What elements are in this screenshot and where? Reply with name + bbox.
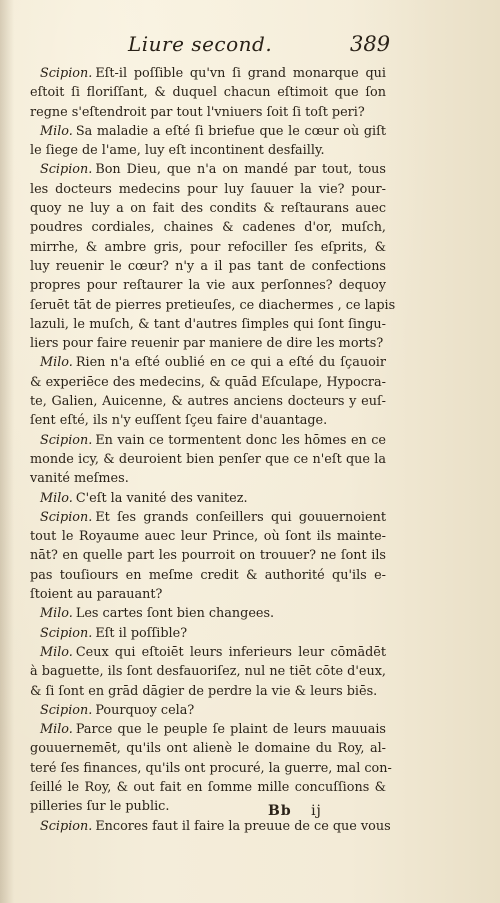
line-text: vanité meſmes. (30, 471, 129, 487)
text-line (30, 701, 386, 720)
signature-number: ij (311, 803, 322, 819)
text-line (30, 662, 386, 681)
speaker-name: Scipion. (40, 162, 93, 178)
line-text: liers pour faire reuenir par maniere de dire les morts? (30, 336, 384, 352)
text-line (30, 759, 392, 778)
line-text: mirrhe, & ambre gris, pour refociller ſes eſprits, & (30, 239, 386, 255)
text-line (30, 624, 386, 643)
line-text: gouuernemēt, qu'ils ont alienè le domaine du Roy, al- (30, 741, 386, 757)
line-text: luy reuenir le cœur? n'y a il pas tant de confections (30, 258, 386, 274)
text-line (30, 450, 386, 469)
text-line (30, 103, 386, 122)
speaker-name: Milo. (40, 644, 73, 660)
text-line (30, 83, 386, 102)
page-number: 389 (350, 32, 391, 56)
line-text: quoy ne luy a on fait des condits & reſtaurans auec (30, 201, 386, 217)
text-line (30, 778, 386, 797)
line-text: nāt? en quelle part les pourroit on trouuer? ne ſont ils (30, 548, 386, 564)
text-line (30, 739, 386, 758)
text-line (30, 411, 386, 430)
text-line (30, 257, 386, 276)
speaker-name: Scipion. (40, 66, 93, 81)
line-text: le ſiege de l'ame, luy eſt incontinent desfailly. (30, 143, 325, 159)
text-line (30, 199, 386, 218)
text-line (30, 797, 386, 816)
text-line (30, 720, 386, 739)
line-text: ſtoient au parauant? (30, 587, 163, 603)
line-text: Encores faut il faire la preuue de ce que vous (95, 818, 391, 834)
body-text (30, 64, 396, 836)
text-line (30, 643, 386, 662)
text-line (30, 64, 386, 83)
text-line (30, 431, 386, 450)
text-line (30, 546, 386, 565)
text-line (30, 276, 386, 295)
line-text: lazuli, le muſch, & tant d'autres ſimples qui ſont ſingu- (30, 316, 386, 332)
text-line (30, 373, 386, 392)
text-line (30, 392, 386, 411)
line-text: Pourquoy cela? (95, 702, 195, 718)
line-text: teré ſes finances, qu'ils ont procuré, la guerre, mal con- (30, 760, 392, 776)
line-text: pilleries ſur le public. (30, 799, 170, 815)
line-text: Et ſes grands conſeillers qui gouuernoient (95, 509, 386, 525)
text-line (30, 334, 386, 353)
line-text: pas touſiours en meſme credit & authorité qu'ils e- (30, 567, 386, 583)
line-text: Bon Dieu, que n'a on mandé par tout, tous (95, 162, 386, 178)
speaker-name: Milo. (40, 722, 73, 738)
speaker-name: Scipion. (40, 625, 93, 641)
line-text: poudres cordiales, chaines & cadenes d'or, muſch, (30, 220, 386, 236)
text-line (30, 585, 386, 604)
speaker-name: Milo. (40, 490, 73, 506)
line-text: à baguette, ils ſont desfauoriſez, nul ne tiēt cōte d'eux, (30, 664, 386, 680)
line-text: & ſi ſont en grād dāgier de perdre la vie & leurs biēs. (30, 683, 378, 699)
line-text: eſtoit ſi floriſſant, & duquel chacun eſtimoit que ſon (30, 85, 386, 101)
signature-mark: Bb (268, 803, 292, 819)
line-text: propres pour reſtaurer la vie aux perſonnes? dequoy (30, 278, 386, 294)
line-text: En vain ce tormentent donc les hōmes en ce (95, 432, 386, 448)
line-text: ſeruēt tāt de pierres pretieuſes, ce diachermes , ce lapis (30, 297, 396, 313)
text-line (30, 508, 386, 527)
text-line (30, 296, 396, 315)
line-text: tout le Royaume auec leur Prince, où ſont ils mainte- (30, 529, 386, 545)
line-text: Eſt il poſſible? (95, 625, 188, 641)
gutter-shadow (0, 0, 14, 903)
text-line (30, 218, 386, 237)
speaker-name: Milo. (40, 123, 73, 139)
line-text: les docteurs medecins pour luy ſauuer la vie? pour- (30, 181, 386, 197)
line-text: Sa maladie a eſté ſi briefue que le cœur où giſt (75, 123, 386, 139)
line-text: te, Galien, Auicenne, & autres anciens docteurs y euſ- (30, 394, 386, 410)
text-line (30, 141, 386, 160)
speaker-name: Scipion. (40, 818, 93, 834)
speaker-name: Scipion. (40, 702, 93, 718)
speaker-name: Scipion. (40, 509, 93, 525)
page-footer (268, 803, 322, 819)
speaker-name: Scipion. (40, 432, 93, 448)
text-line (30, 160, 386, 179)
page-header (0, 32, 500, 62)
line-text: ſent eſté, ils n'y euſſent ſçeu faire d'auantage. (30, 413, 328, 429)
text-line (30, 353, 386, 372)
text-line (30, 238, 386, 257)
text-line (30, 180, 386, 199)
text-line (30, 527, 386, 546)
line-text: monde icy, & deuroient bien penſer que ce n'eſt que la (30, 451, 386, 467)
text-line (30, 682, 386, 701)
line-text: Les cartes ſont bien changees. (75, 606, 275, 622)
line-text: C'eſt la vanité des vanitez. (75, 490, 248, 506)
text-line (30, 469, 386, 488)
line-text: Eſt-il poſſible qu'vn ſi grand monarque qui (95, 66, 386, 81)
text-line (30, 817, 391, 836)
text-line (30, 315, 386, 334)
line-text: Rien n'a eſté oublié en ce qui a eſté du ſçauoir (75, 355, 386, 371)
line-text: Ceux qui eſtoiēt leurs inferieurs leur cōmādēt (75, 644, 386, 660)
speaker-name: Milo. (40, 606, 73, 622)
running-title: Liure second. (128, 32, 273, 56)
text-line (30, 122, 386, 141)
text-line (30, 489, 386, 508)
line-text: Parce que le peuple ſe plaint de leurs mauuais (75, 722, 386, 738)
line-text: ſeillé le Roy, & out fait en ſomme mille concuſſions & (30, 779, 386, 795)
speaker-name: Milo. (40, 355, 73, 371)
line-text: regne s'eſtendroit par tout l'vniuers ſoit ſi toſt peri? (30, 104, 365, 120)
text-line (30, 604, 386, 623)
line-text: & experiēce des medecins, & quād Eſculape, Hypocra- (30, 374, 386, 390)
text-line (30, 566, 386, 585)
